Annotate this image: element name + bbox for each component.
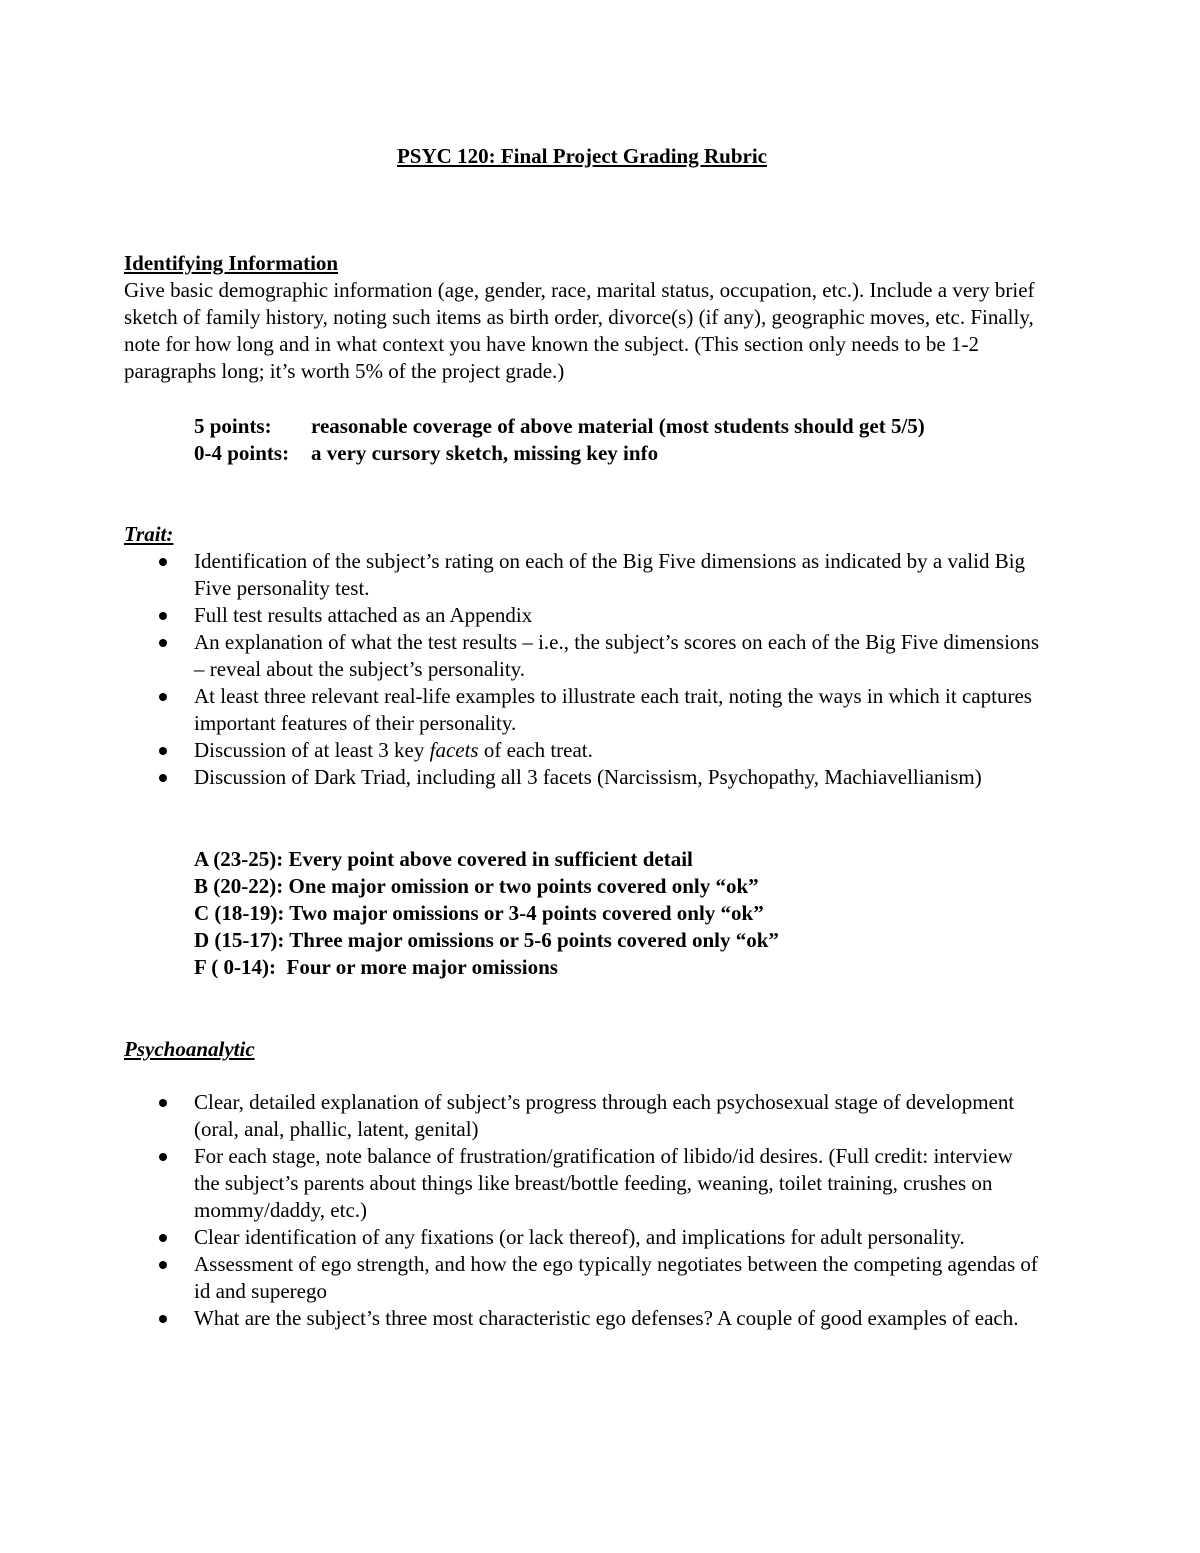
list-item-text: For each stage, note balance of frustration/gratification of libido/id desires. (Full credit: interview the subject’s parents about things like breast/bottle feeding, weaning, toilet training, crushes on mommy/daddy, etc.) bbox=[194, 1144, 1013, 1222]
trait-bullet-list bbox=[155, 548, 1040, 791]
bullet-icon bbox=[159, 1153, 167, 1161]
list-item-text: Discussion of Dark Triad, including all 3 facets (Narcissism, Psychopathy, Machiavellianism) bbox=[194, 765, 982, 789]
list-item-text: At least three relevant real-life examples to illustrate each trait, noting the ways in which it captures important features of their personality. bbox=[194, 684, 1032, 735]
bullet-icon bbox=[159, 774, 167, 782]
list-item-text: of each treat. bbox=[478, 738, 593, 762]
list-item-text: Clear, detailed explanation of subject’s progress through each psychosexual stage of development (oral, anal, phallic, latent, genital) bbox=[194, 1090, 1015, 1141]
trait-heading: Trait: bbox=[124, 522, 174, 546]
list-item bbox=[155, 602, 1040, 629]
grade-row: A (23-25): Every point above covered in sufficient detail bbox=[194, 847, 693, 871]
list-item-text: Full test results attached as an Appendix bbox=[194, 603, 533, 627]
bullet-icon bbox=[159, 1315, 167, 1323]
list-item bbox=[155, 683, 1040, 737]
score-row bbox=[194, 440, 925, 467]
score-text: reasonable coverage of above material (most students should get 5/5) bbox=[311, 414, 925, 438]
list-item-text: Clear identification of any fixations (or lack thereof), and implications for adult personality. bbox=[194, 1225, 965, 1249]
bullet-icon bbox=[159, 1099, 167, 1107]
psychoanalytic-heading: Psychoanalytic bbox=[124, 1037, 255, 1061]
list-item-text: An explanation of what the test results – i.e., the subject’s scores on each of the Big Five dimensions – reveal about the subject’s personality. bbox=[194, 630, 1040, 681]
bullet-icon bbox=[159, 639, 167, 647]
bullet-icon bbox=[159, 1234, 167, 1242]
list-item-text: Assessment of ego strength, and how the ego typically negotiates between the competing agendas of id and superego bbox=[194, 1252, 1038, 1303]
bullet-icon bbox=[159, 612, 167, 620]
psychoanalytic-section bbox=[124, 1036, 1044, 1063]
grade-row: F ( 0-14): Four or more major omissions bbox=[194, 955, 558, 979]
list-item-emphasis: facets bbox=[429, 738, 479, 762]
identifying-section bbox=[124, 250, 1044, 385]
list-item bbox=[155, 737, 1040, 764]
grade-row: B (20-22): One major omission or two points covered only “ok” bbox=[194, 874, 759, 898]
identifying-paragraph: Give basic demographic information (age, gender, race, marital status, occupation, etc.). Include a very brief sketch of family history, noting such items as birth order, divorce(s) (if any), geographic moves, etc. Finally, note for how long and in what context you have known the subject. (This section only needs to be 1-2 paragraphs long; it’s worth 5% of the project grade.) bbox=[124, 278, 1035, 383]
list-item bbox=[155, 548, 1040, 602]
bullet-icon bbox=[159, 693, 167, 701]
psychoanalytic-bullet-list bbox=[155, 1089, 1040, 1332]
list-item bbox=[155, 1251, 1040, 1305]
identifying-scores bbox=[194, 413, 925, 467]
list-item bbox=[155, 1305, 1040, 1332]
bullet-icon bbox=[159, 558, 167, 566]
identifying-heading: Identifying Information bbox=[124, 251, 339, 275]
list-item-text: What are the subject’s three most characteristic ego defenses? A couple of good examples of each. bbox=[194, 1306, 1019, 1330]
list-item bbox=[155, 764, 1040, 791]
list-item bbox=[155, 1143, 1040, 1224]
score-text: a very cursory sketch, missing key info bbox=[311, 441, 659, 465]
trait-grade-list bbox=[194, 846, 779, 981]
list-item bbox=[155, 1224, 1040, 1251]
list-item bbox=[155, 629, 1040, 683]
score-row bbox=[194, 413, 925, 440]
grade-row: C (18-19): Two major omissions or 3-4 points covered only “ok” bbox=[194, 901, 764, 925]
score-label: 0-4 points: bbox=[194, 441, 290, 465]
list-item bbox=[155, 1089, 1040, 1143]
trait-section bbox=[124, 521, 1044, 548]
list-item-text: Identification of the subject’s rating on each of the Big Five dimensions as indicated by a valid Big Five personality test. bbox=[194, 549, 1026, 600]
grade-row: D (15-17): Three major omissions or 5-6 points covered only “ok” bbox=[194, 928, 779, 952]
page-title: PSYC 120: Final Project Grading Rubric bbox=[396, 144, 767, 168]
bullet-icon bbox=[159, 1261, 167, 1269]
list-item-text: Discussion of at least 3 key bbox=[194, 738, 430, 762]
score-label: 5 points: bbox=[194, 414, 272, 438]
bullet-icon bbox=[159, 747, 167, 755]
